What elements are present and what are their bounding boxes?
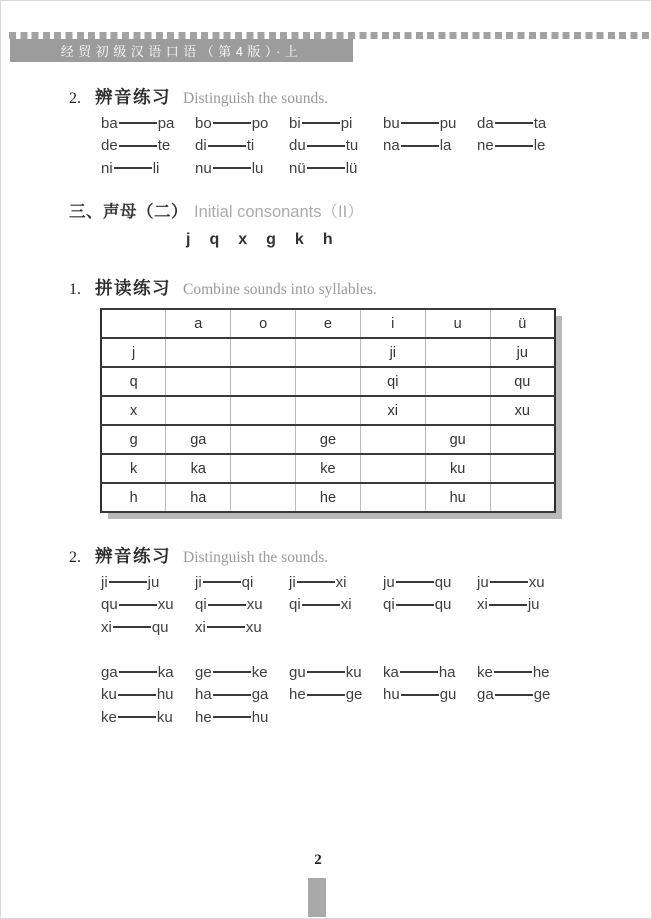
- pinyin-right: xu: [246, 596, 263, 614]
- pinyin-left: qi: [383, 596, 395, 614]
- pinyin-pair: [195, 115, 289, 132]
- section-heading-en: Initial consonants（II）: [194, 203, 364, 221]
- dash-connector: [307, 145, 345, 147]
- pinyin-left: qi: [195, 596, 207, 614]
- dash-connector: [203, 581, 241, 583]
- pinyin-pair-row: [101, 661, 571, 684]
- table-cell: [425, 338, 490, 367]
- pinyin-left: ha: [195, 686, 212, 704]
- exercise-heading-prev: [69, 84, 328, 109]
- dash-connector: [213, 167, 251, 169]
- table-cell: [425, 367, 490, 396]
- pinyin-left: di: [195, 137, 207, 155]
- initial-letter: q: [209, 231, 220, 248]
- pinyin-left: du: [289, 137, 306, 155]
- dash-connector: [119, 122, 157, 124]
- initials-row: [186, 231, 333, 249]
- exercise-title-zh: 辨音练习: [95, 87, 171, 107]
- dash-connector: [114, 167, 152, 169]
- dash-connector: [109, 581, 147, 583]
- dash-connector: [213, 694, 251, 696]
- pinyin-left: gu: [289, 663, 306, 681]
- dash-connector: [401, 122, 439, 124]
- pinyin-right: xu: [245, 618, 262, 636]
- pinyin-left: xi: [477, 596, 488, 614]
- syllable-table-grid: [100, 308, 556, 513]
- pinyin-pair: [477, 686, 571, 703]
- pinyin-right: ha: [438, 663, 456, 681]
- dash-connector: [489, 604, 527, 606]
- table-row: [101, 454, 555, 483]
- pinyin-right: li: [152, 159, 160, 177]
- pinyin-right: xu: [157, 596, 174, 614]
- dash-connector: [113, 626, 151, 628]
- table-row: [101, 483, 555, 512]
- dash-connector: [400, 671, 438, 673]
- pinyin-pair: [383, 664, 477, 681]
- pinyin-pair: [101, 686, 195, 703]
- pinyin-left: ga: [477, 686, 494, 704]
- pinyin-pair-row: [101, 112, 571, 135]
- pinyin-left: ji: [101, 573, 108, 591]
- pinyin-left: xi: [195, 618, 206, 636]
- pinyin-right: xu: [528, 573, 545, 591]
- dash-connector: [302, 604, 340, 606]
- pinyin-pair: [289, 686, 383, 703]
- table-row-label: x: [101, 396, 166, 425]
- section-heading: [69, 198, 364, 222]
- pinyin-left: ju: [383, 573, 395, 591]
- pinyin-pair: [477, 664, 571, 681]
- table-cell: [296, 396, 361, 425]
- exercise-title-zh: 辨音练习: [95, 546, 171, 566]
- pinyin-pair: [383, 596, 477, 613]
- pinyin-pair-row: [101, 157, 571, 180]
- pinyin-pair: [477, 574, 571, 591]
- table-row-label: k: [101, 454, 166, 483]
- pinyin-right: ke: [251, 663, 268, 681]
- dash-connector: [118, 716, 156, 718]
- dash-connector: [307, 671, 345, 673]
- table-cell: ku: [425, 454, 490, 483]
- pair-grid-bp-dt-nl: [101, 112, 571, 180]
- pinyin-right: qu: [434, 573, 452, 591]
- dash-connector: [119, 145, 157, 147]
- exercise-title-zh: 拼读练习: [95, 278, 171, 298]
- pinyin-right: te: [157, 137, 171, 155]
- exercise-number: 2.: [69, 549, 81, 566]
- initial-letter: j: [186, 231, 191, 248]
- table-cell: [490, 483, 555, 512]
- table-cell: [425, 396, 490, 425]
- dash-connector: [307, 694, 345, 696]
- pinyin-left: ji: [195, 573, 202, 591]
- table-cell: [231, 483, 296, 512]
- pinyin-left: bi: [289, 114, 301, 132]
- pinyin-left: he: [195, 708, 212, 726]
- pair-grid-gkh: [101, 661, 571, 729]
- pinyin-left: ke: [477, 663, 493, 681]
- pinyin-right: po: [251, 114, 269, 132]
- pinyin-pair: [289, 574, 383, 591]
- pinyin-right: lu: [251, 159, 264, 177]
- pinyin-right: he: [532, 663, 550, 681]
- table-cell: [231, 396, 296, 425]
- pinyin-pair: [289, 160, 383, 177]
- table-col-header: [101, 309, 166, 338]
- page-number: 2: [314, 852, 322, 868]
- pinyin-left: ka: [383, 663, 399, 681]
- running-header-bar: [10, 39, 353, 62]
- pinyin-left: xi: [101, 618, 112, 636]
- initial-letter: k: [294, 231, 304, 248]
- table-cell: ji: [360, 338, 425, 367]
- table-cell: [231, 367, 296, 396]
- pinyin-right: xi: [340, 596, 352, 614]
- exercise-number: 2.: [69, 90, 81, 107]
- pinyin-pair: [101, 709, 195, 726]
- section-heading-zh: 三、声母（二）: [69, 203, 188, 221]
- pinyin-right: ge: [345, 686, 363, 704]
- table-cell: he: [296, 483, 361, 512]
- syllable-table: [100, 308, 556, 513]
- table-row-label: q: [101, 367, 166, 396]
- initial-letter: h: [322, 231, 333, 248]
- pinyin-right: la: [439, 137, 452, 155]
- exercise-title-en: Distinguish the sounds.: [183, 90, 329, 107]
- table-cell: [296, 367, 361, 396]
- pinyin-left: ke: [101, 708, 117, 726]
- pinyin-pair: [195, 664, 289, 681]
- dash-connector: [490, 581, 528, 583]
- initial-letter: g: [266, 231, 276, 248]
- pinyin-pair: [289, 664, 383, 681]
- table-cell: ju: [490, 338, 555, 367]
- pinyin-right: hu: [156, 686, 174, 704]
- pinyin-pair: [101, 115, 195, 132]
- table-row: [101, 425, 555, 454]
- table-cell: [231, 338, 296, 367]
- table-cell: ha: [166, 483, 231, 512]
- exercise-heading-2: [69, 543, 328, 568]
- pinyin-left: ne: [477, 137, 494, 155]
- dash-connector: [213, 671, 251, 673]
- pinyin-left: ji: [289, 573, 296, 591]
- pinyin-right: ju: [147, 573, 160, 591]
- table-row-label: j: [101, 338, 166, 367]
- table-row-label: h: [101, 483, 166, 512]
- pinyin-right: ga: [251, 686, 269, 704]
- page-number-tab: [308, 878, 326, 917]
- pinyin-right: gu: [439, 686, 457, 704]
- pinyin-pair: [101, 664, 195, 681]
- pinyin-pair: [477, 137, 571, 154]
- table-cell: [166, 338, 231, 367]
- table-cell: hu: [425, 483, 490, 512]
- pinyin-pair: [477, 115, 571, 132]
- pinyin-left: he: [289, 686, 306, 704]
- table-cell: xu: [490, 396, 555, 425]
- pinyin-pair: [195, 574, 289, 591]
- table-cell: [166, 396, 231, 425]
- table-cell: ke: [296, 454, 361, 483]
- pinyin-pair: [477, 596, 571, 613]
- pinyin-left: ku: [101, 686, 117, 704]
- pinyin-left: nu: [195, 159, 212, 177]
- pinyin-right: tu: [345, 137, 359, 155]
- table-row: [101, 367, 555, 396]
- pinyin-pair: [195, 596, 289, 613]
- dash-connector: [297, 581, 335, 583]
- table-cell: [490, 454, 555, 483]
- table-row-label: g: [101, 425, 166, 454]
- pinyin-pair: [101, 160, 195, 177]
- pinyin-pair: [383, 115, 477, 132]
- pinyin-pair: [289, 137, 383, 154]
- pinyin-right: pu: [439, 114, 457, 132]
- table-col-header: e: [296, 309, 361, 338]
- pinyin-left: qi: [289, 596, 301, 614]
- table-cell: [490, 425, 555, 454]
- pinyin-pair-row: [101, 684, 571, 707]
- dash-connector: [495, 145, 533, 147]
- table-cell: [360, 454, 425, 483]
- pinyin-right: ge: [533, 686, 551, 704]
- pinyin-pair: [195, 619, 289, 636]
- dash-connector: [494, 671, 532, 673]
- table-cell: qu: [490, 367, 555, 396]
- exercise-title-en: Distinguish the sounds.: [183, 549, 329, 566]
- exercise-heading-1: [69, 275, 377, 300]
- dash-connector: [302, 122, 340, 124]
- pinyin-left: ge: [195, 663, 212, 681]
- pinyin-right: ta: [533, 114, 547, 132]
- pinyin-pair: [383, 137, 477, 154]
- table-cell: [360, 425, 425, 454]
- pinyin-right: ka: [157, 663, 174, 681]
- pinyin-left: ba: [101, 114, 118, 132]
- pinyin-right: le: [533, 137, 546, 155]
- pinyin-pair-row: [101, 706, 571, 729]
- pinyin-left: na: [383, 137, 400, 155]
- pinyin-right: xi: [335, 573, 347, 591]
- dash-connector: [213, 122, 251, 124]
- pinyin-right: ku: [156, 708, 173, 726]
- pinyin-right: qu: [434, 596, 452, 614]
- dash-connector: [207, 626, 245, 628]
- pinyin-pair-row: [101, 616, 571, 639]
- dash-connector: [118, 694, 156, 696]
- table-col-header: ü: [490, 309, 555, 338]
- exercise-title-en: Combine sounds into syllables.: [183, 281, 377, 298]
- pinyin-left: bo: [195, 114, 212, 132]
- table-header-row: [101, 309, 555, 338]
- table-cell: [231, 425, 296, 454]
- table-row: [101, 396, 555, 425]
- pinyin-right: hu: [251, 708, 269, 726]
- dash-connector: [495, 694, 533, 696]
- dash-connector: [208, 604, 246, 606]
- pinyin-pair: [101, 619, 195, 636]
- table-col-header: a: [166, 309, 231, 338]
- pinyin-right: qu: [151, 618, 169, 636]
- pinyin-left: qu: [101, 596, 118, 614]
- table-col-header: i: [360, 309, 425, 338]
- pair-grid-jqx: [101, 571, 571, 639]
- table-cell: gu: [425, 425, 490, 454]
- dash-connector: [307, 167, 345, 169]
- pinyin-pair: [289, 115, 383, 132]
- table-cell: [166, 367, 231, 396]
- pinyin-pair: [195, 160, 289, 177]
- table-cell: xi: [360, 396, 425, 425]
- pinyin-right: lü: [345, 159, 358, 177]
- table-col-header: o: [231, 309, 296, 338]
- pinyin-left: ni: [101, 159, 113, 177]
- pinyin-pair: [195, 709, 289, 726]
- table-cell: ga: [166, 425, 231, 454]
- dash-connector: [396, 581, 434, 583]
- table-cell: qi: [360, 367, 425, 396]
- table-cell: [231, 454, 296, 483]
- dash-connector: [119, 671, 157, 673]
- perforation-dots-strip: [9, 32, 650, 39]
- table-row: [101, 338, 555, 367]
- pinyin-pair-row: [101, 571, 571, 594]
- running-header-title: 经贸初级汉语口语（第4版）·上: [60, 44, 303, 59]
- initial-letter: x: [238, 231, 248, 248]
- pinyin-left: bu: [383, 114, 400, 132]
- pinyin-left: ju: [477, 573, 489, 591]
- pinyin-right: pi: [340, 114, 353, 132]
- exercise-number: 1.: [69, 281, 81, 298]
- pinyin-right: ku: [345, 663, 362, 681]
- dash-connector: [213, 716, 251, 718]
- pinyin-pair-row: [101, 135, 571, 158]
- pinyin-left: hu: [383, 686, 400, 704]
- pinyin-left: nü: [289, 159, 306, 177]
- table-cell: [360, 483, 425, 512]
- dash-connector: [208, 145, 246, 147]
- pinyin-left: ga: [101, 663, 118, 681]
- pinyin-right: ju: [527, 596, 540, 614]
- pinyin-right: ti: [246, 137, 255, 155]
- pinyin-pair: [383, 686, 477, 703]
- table-cell: [296, 338, 361, 367]
- dash-connector: [119, 604, 157, 606]
- pinyin-pair-row: [101, 594, 571, 617]
- pinyin-pair: [101, 137, 195, 154]
- dash-connector: [396, 604, 434, 606]
- dash-connector: [401, 694, 439, 696]
- pinyin-pair: [383, 574, 477, 591]
- table-col-header: u: [425, 309, 490, 338]
- pinyin-pair: [101, 596, 195, 613]
- pinyin-pair: [101, 574, 195, 591]
- table-cell: ge: [296, 425, 361, 454]
- pinyin-left: de: [101, 137, 118, 155]
- dash-connector: [495, 122, 533, 124]
- table-cell: ka: [166, 454, 231, 483]
- pinyin-pair: [289, 596, 383, 613]
- dash-connector: [401, 145, 439, 147]
- pinyin-left: da: [477, 114, 494, 132]
- pinyin-pair: [195, 137, 289, 154]
- pinyin-right: qi: [241, 573, 254, 591]
- pinyin-right: pa: [157, 114, 175, 132]
- pinyin-pair: [195, 686, 289, 703]
